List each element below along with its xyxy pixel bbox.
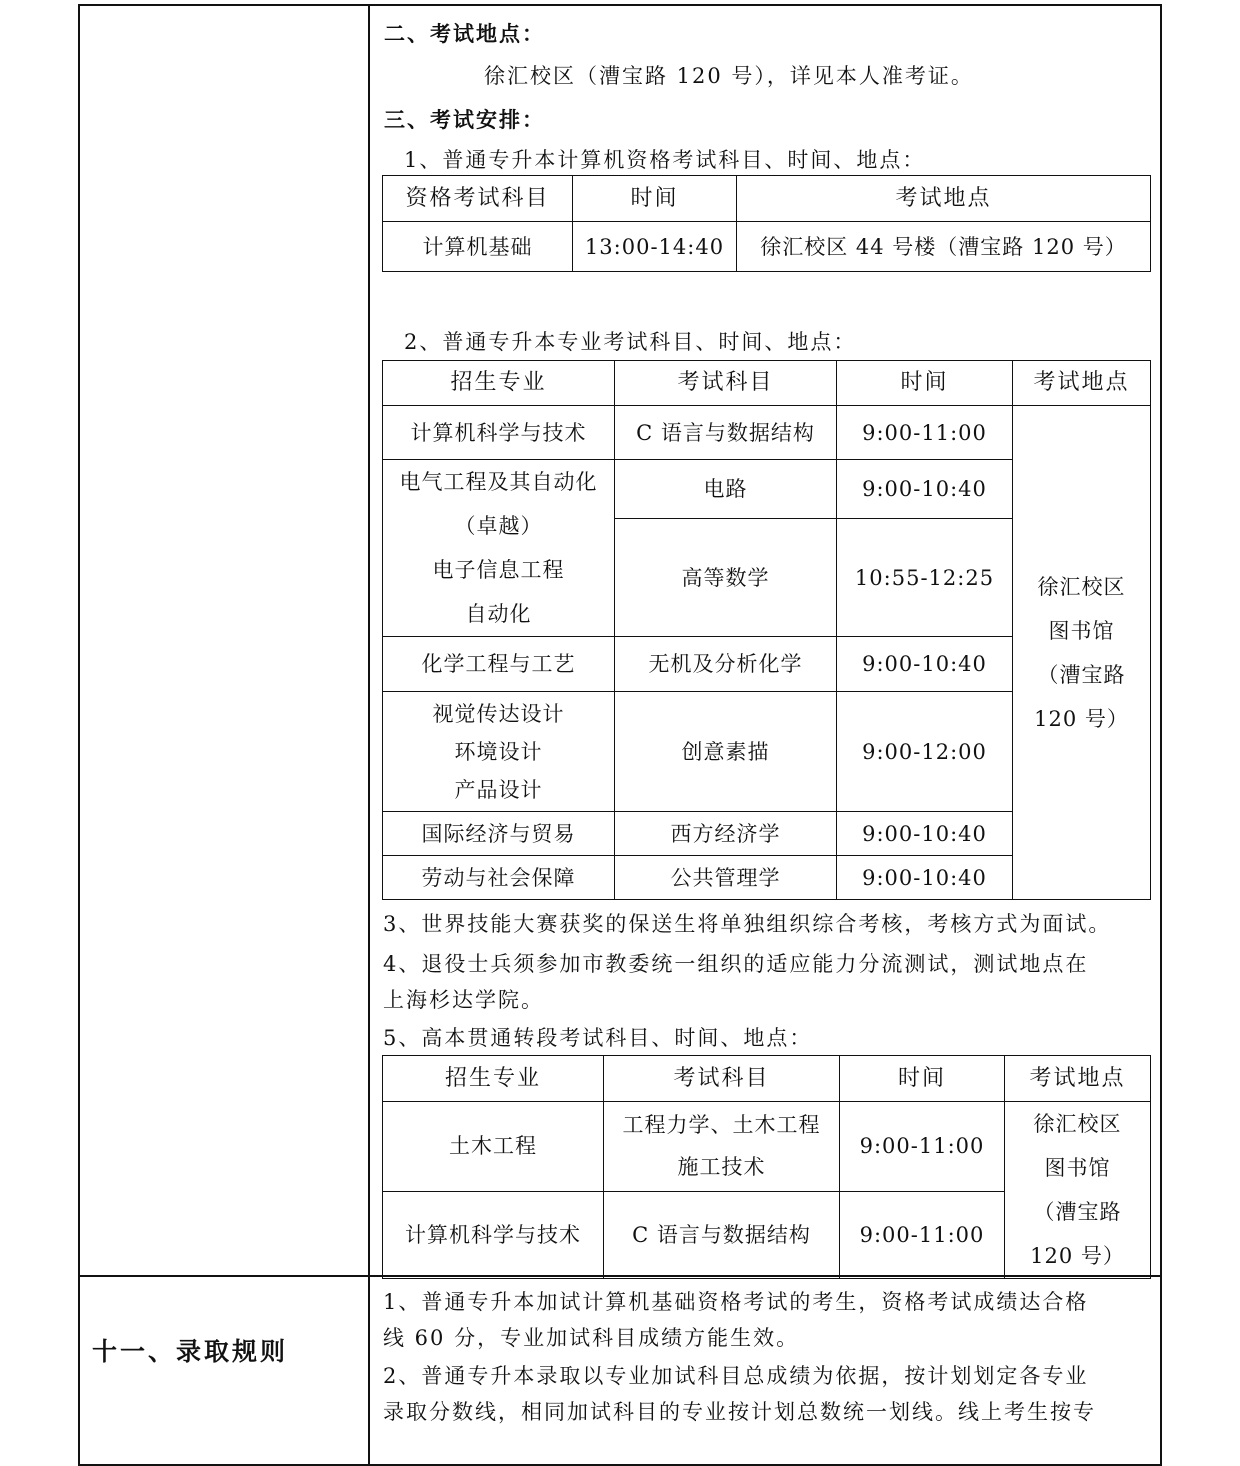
- major-exam-table: [382, 360, 1151, 900]
- table-header: 招生专业: [383, 1056, 604, 1102]
- major-cell: 计算机科学与技术: [383, 406, 615, 460]
- time-cell: 10:55-12:25: [837, 519, 1013, 637]
- time-cell: 9:00-11:00: [840, 1102, 1005, 1192]
- item2-title: 2、普通专升本专业考试科目、时间、地点：: [404, 330, 857, 354]
- time-cell: 9:00-12:00: [837, 692, 1013, 812]
- major-cell: 国际经济与贸易: [383, 812, 615, 856]
- subject-cell: 高等数学: [615, 519, 837, 637]
- subject-cell: 工程力学、土木工程 施工技术: [604, 1102, 840, 1192]
- time-cell: 9:00-10:40: [837, 812, 1013, 856]
- table-cell: 徐汇校区 44 号楼（漕宝路 120 号）: [737, 222, 1151, 272]
- time-cell: 9:00-11:00: [837, 406, 1013, 460]
- table-header: 考试科目: [604, 1056, 840, 1102]
- time-cell: 9:00-11:00: [840, 1191, 1005, 1278]
- section2-heading: 二、考试地点：: [384, 21, 545, 46]
- subject-cell: 公共管理学: [615, 856, 837, 900]
- item4-line1: 4、退役士兵须参加市教委统一组织的适应能力分流测试，测试地点在: [383, 952, 1089, 976]
- table-cell: 计算机基础: [383, 222, 573, 272]
- section2-text: 徐汇校区（漕宝路 120 号），详见本人准考证。: [484, 64, 974, 88]
- subject-cell: C 语言与数据结构: [615, 406, 837, 460]
- table-header: 考试地点: [1005, 1056, 1151, 1102]
- table-header: 时间: [840, 1056, 1005, 1102]
- subject-cell: 电路: [615, 460, 837, 519]
- table-header: 考试地点: [737, 176, 1151, 222]
- time-cell: 9:00-10:40: [837, 856, 1013, 900]
- column-divider: [368, 4, 370, 1466]
- major-cell: 劳动与社会保障: [383, 856, 615, 900]
- major-cell: 土木工程: [383, 1102, 604, 1192]
- subject-cell: C 语言与数据结构: [604, 1191, 840, 1278]
- subject-cell: 无机及分析化学: [615, 637, 837, 692]
- table-header: 考试科目: [615, 361, 837, 406]
- section11-label: 十一、录取规则: [92, 1337, 289, 1366]
- subject-cell: 创意素描: [615, 692, 837, 812]
- time-cell: 9:00-10:40: [837, 460, 1013, 519]
- item4-line2: 上海杉达学院。: [383, 988, 544, 1012]
- table-cell: 13:00-14:40: [573, 222, 737, 272]
- section3-heading: 三、考试安排：: [384, 107, 545, 132]
- place-cell: 徐汇校区 图书馆 （漕宝路 120 号）: [1013, 406, 1151, 900]
- major-cell: 化学工程与工艺: [383, 637, 615, 692]
- table-header: 时间: [573, 176, 737, 222]
- transfer-exam-table: [382, 1055, 1151, 1279]
- major-cell: 电气工程及其自动化 （卓越） 电子信息工程 自动化: [383, 460, 615, 637]
- major-cell: 视觉传达设计 环境设计 产品设计: [383, 692, 615, 812]
- subject-cell: 西方经济学: [615, 812, 837, 856]
- table-header: 招生专业: [383, 361, 615, 406]
- item3-text: 3、世界技能大赛获奖的保送生将单独组织综合考核，考核方式为面试。: [383, 912, 1112, 936]
- section11-line: 线 60 分，专业加试科目成绩方能生效。: [383, 1326, 800, 1350]
- item1-title: 1、普通专升本计算机资格考试科目、时间、地点：: [404, 148, 926, 172]
- major-cell: 计算机科学与技术: [383, 1191, 604, 1278]
- time-cell: 9:00-10:40: [837, 637, 1013, 692]
- table-header: 时间: [837, 361, 1013, 406]
- section11-line: 1、普通专升本加试计算机基础资格考试的考生，资格考试成绩达合格: [383, 1290, 1089, 1314]
- section11-line: 2、普通专升本录取以专业加试科目总成绩为依据，按计划划定各专业: [383, 1364, 1089, 1388]
- place-cell: 徐汇校区 图书馆 （漕宝路 120 号）: [1005, 1102, 1151, 1279]
- table-header: 考试地点: [1013, 361, 1151, 406]
- section11-line: 录取分数线，相同加试科目的专业按计划总数统一划线。线上考生按专: [383, 1400, 1096, 1424]
- table-header: 资格考试科目: [383, 176, 573, 222]
- item5-title: 5、高本贯通转段考试科目、时间、地点：: [383, 1026, 813, 1050]
- qualification-exam-table: [382, 175, 1151, 272]
